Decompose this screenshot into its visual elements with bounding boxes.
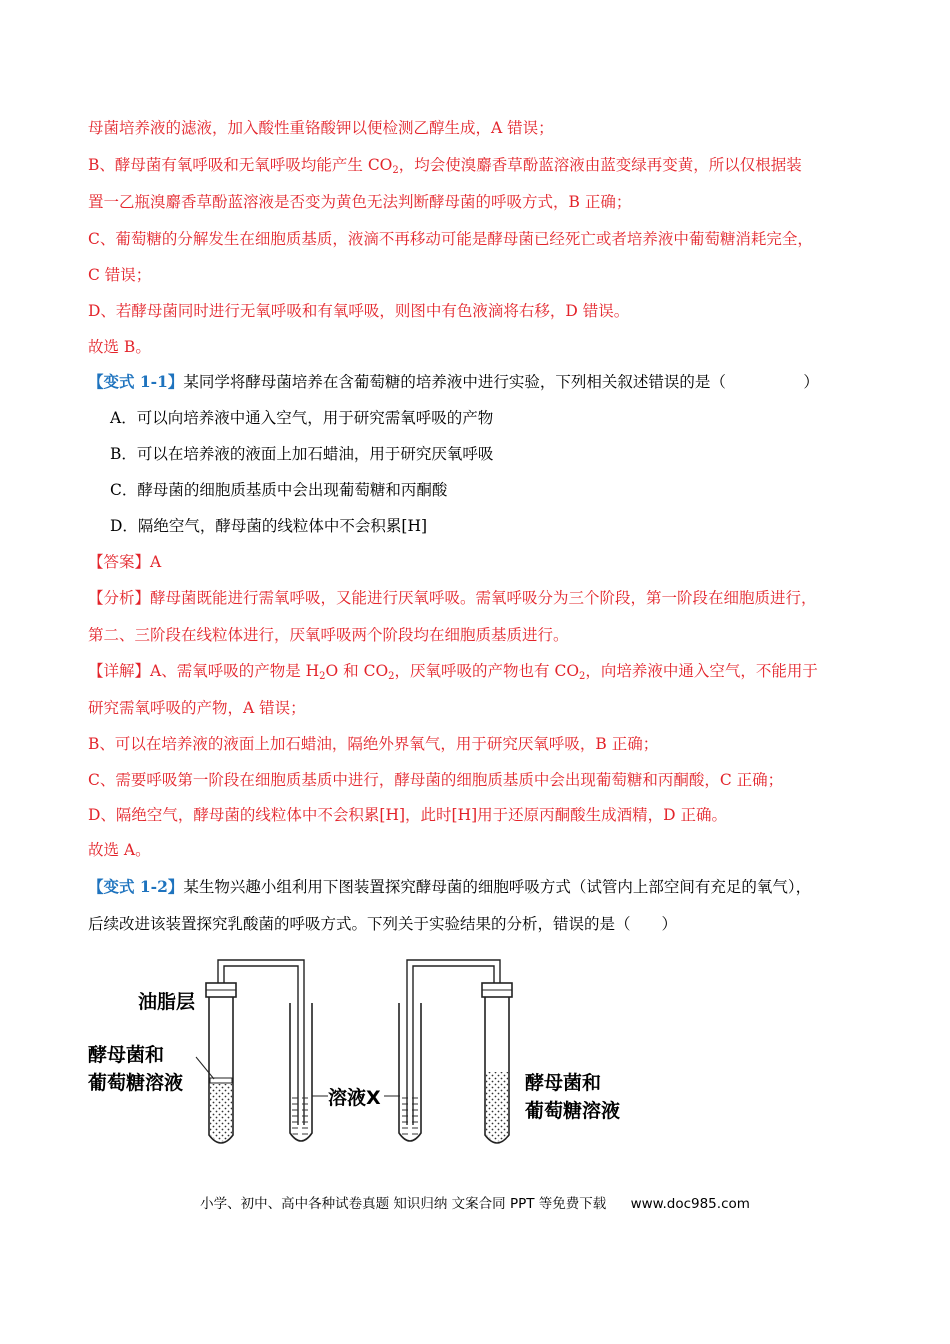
yeast-solution: [486, 1072, 508, 1142]
text-span: B、酵母菌有氧呼吸和无氧呼吸均能产生 CO: [88, 156, 393, 174]
subscript: 2: [579, 671, 586, 682]
text-span: ，均会使溴麝香草酚蓝溶液由蓝变绿再变黄，所以仅根据装: [398, 156, 802, 174]
left-tube: [206, 983, 236, 1143]
analysis-line: [88, 588, 817, 608]
oil-layer-label: 油脂层: [138, 991, 196, 1013]
option-b: B．可以在培养液的液面上加石蜡油，用于研究厌氧呼吸: [110, 445, 494, 463]
conclusion-line: 故选 A。: [88, 841, 151, 859]
question-stem: [88, 877, 811, 897]
text-line: 母菌培养液的滤液，加入酸性重铬酸钾以便检测乙醇生成，A 错误；: [88, 119, 554, 137]
solution-x-left: [291, 1095, 311, 1139]
text-line: C、葡萄糖的分解发生在细胞质基质，液滴不再移动可能是酵母菌已经死亡或者培养液中葡萄糖消耗完全，: [88, 230, 813, 248]
experiment-figure: [80, 945, 640, 1155]
detail-tag: 【详解】: [88, 662, 151, 680]
text-line: C 错误；: [88, 266, 152, 284]
right-solution-label: 酵母菌和: [525, 1072, 602, 1094]
detail-text: ，厌氧呼吸的产物也有 CO: [394, 662, 580, 680]
detail-line: [88, 661, 818, 687]
analysis-tag: 【分析】: [88, 589, 151, 607]
detail-text: ，向培养液中通入空气，不能用于: [585, 662, 818, 680]
question-text: 某同学将酵母菌培养在含葡萄糖的培养液中进行实验，下列相关叙述错误的是（ ）: [183, 373, 819, 391]
question-stem: [88, 372, 819, 392]
question-text: 某生物兴趣小组利用下图装置探究酵母菌的细胞呼吸方式（试管内上部空间有充足的氧气），: [183, 878, 812, 896]
answer-tag: 【答案】: [88, 553, 151, 571]
text-line: 置一乙瓶溴麝香草酚蓝溶液是否变为黄色无法判断酵母菌的呼吸方式，B 正确；: [88, 193, 632, 211]
text-line: 故选 B。: [88, 338, 151, 356]
text-line: [88, 155, 802, 181]
detail-text: O 和 CO: [325, 662, 389, 680]
right-tube: [482, 983, 512, 1143]
answer-value: A: [150, 553, 162, 571]
subscript: 2: [388, 671, 395, 682]
footer-text: 小学、初中、高中各种试卷真题 知识归纳 文案合同 PPT 等免费下载: [200, 1196, 607, 1212]
left-solution-label: 酵母菌和: [88, 1044, 165, 1066]
subscript: 2: [319, 671, 326, 682]
analysis-line: 第二、三阶段在线粒体进行，厌氧呼吸两个阶段均在细胞质基质进行。: [88, 626, 569, 644]
option-d: D．隔绝空气，酵母菌的线粒体中不会积累[H]: [110, 517, 428, 535]
solution-x-label: 溶液X: [328, 1087, 381, 1109]
analysis-text: 酵母菌既能进行需氧呼吸，又能进行厌氧呼吸。需氧呼吸分为三个阶段，第一阶段在细胞质进行，: [150, 589, 817, 607]
detail-line: B、可以在培养液的液面上加石蜡油，隔绝外界氧气，用于研究厌氧呼吸，B 正确；: [88, 735, 659, 753]
detail-text: A、需氧呼吸的产物是 H: [150, 662, 320, 680]
footer-link[interactable]: www.doc985.com: [630, 1196, 750, 1212]
option-c: C．酵母菌的细胞质基质中会出现葡萄糖和丙酮酸: [110, 481, 448, 499]
subscript: 2: [392, 165, 399, 176]
detail-line: D、隔绝空气，酵母菌的线粒体中不会积累[H]，此时[H]用于还原丙酮酸生成酒精，D 正确。: [88, 806, 728, 824]
page-footer: [0, 1192, 950, 1212]
question-tag: 【变式 1-1】: [88, 372, 184, 391]
middle-tube-right: [399, 1003, 421, 1141]
yeast-solution: [210, 1084, 232, 1142]
question-stem: 后续改进该装置探究乳酸菌的呼吸方式。下列关于实验结果的分析，错误的是（ ）: [88, 915, 678, 933]
detail-line: 研究需氧呼吸的产物，A 错误；: [88, 699, 306, 717]
left-solution-label: 葡萄糖溶液: [88, 1072, 184, 1094]
answer-line: [88, 552, 161, 572]
right-solution-label: 葡萄糖溶液: [525, 1100, 621, 1122]
question-tag: 【变式 1-2】: [88, 877, 184, 896]
option-a: A．可以向培养液中通入空气，用于研究需氧呼吸的产物: [110, 409, 494, 427]
detail-line: C、需要呼吸第一阶段在细胞质基质中进行，酵母菌的细胞质基质中会出现葡萄糖和丙酮酸，C 正确；: [88, 771, 784, 789]
middle-tube-left: [290, 1003, 312, 1141]
text-line: D、若酵母菌同时进行无氧呼吸和有氧呼吸，则图中有色液滴将右移，D 错误。: [88, 302, 630, 320]
solution-x-right: [400, 1095, 420, 1139]
